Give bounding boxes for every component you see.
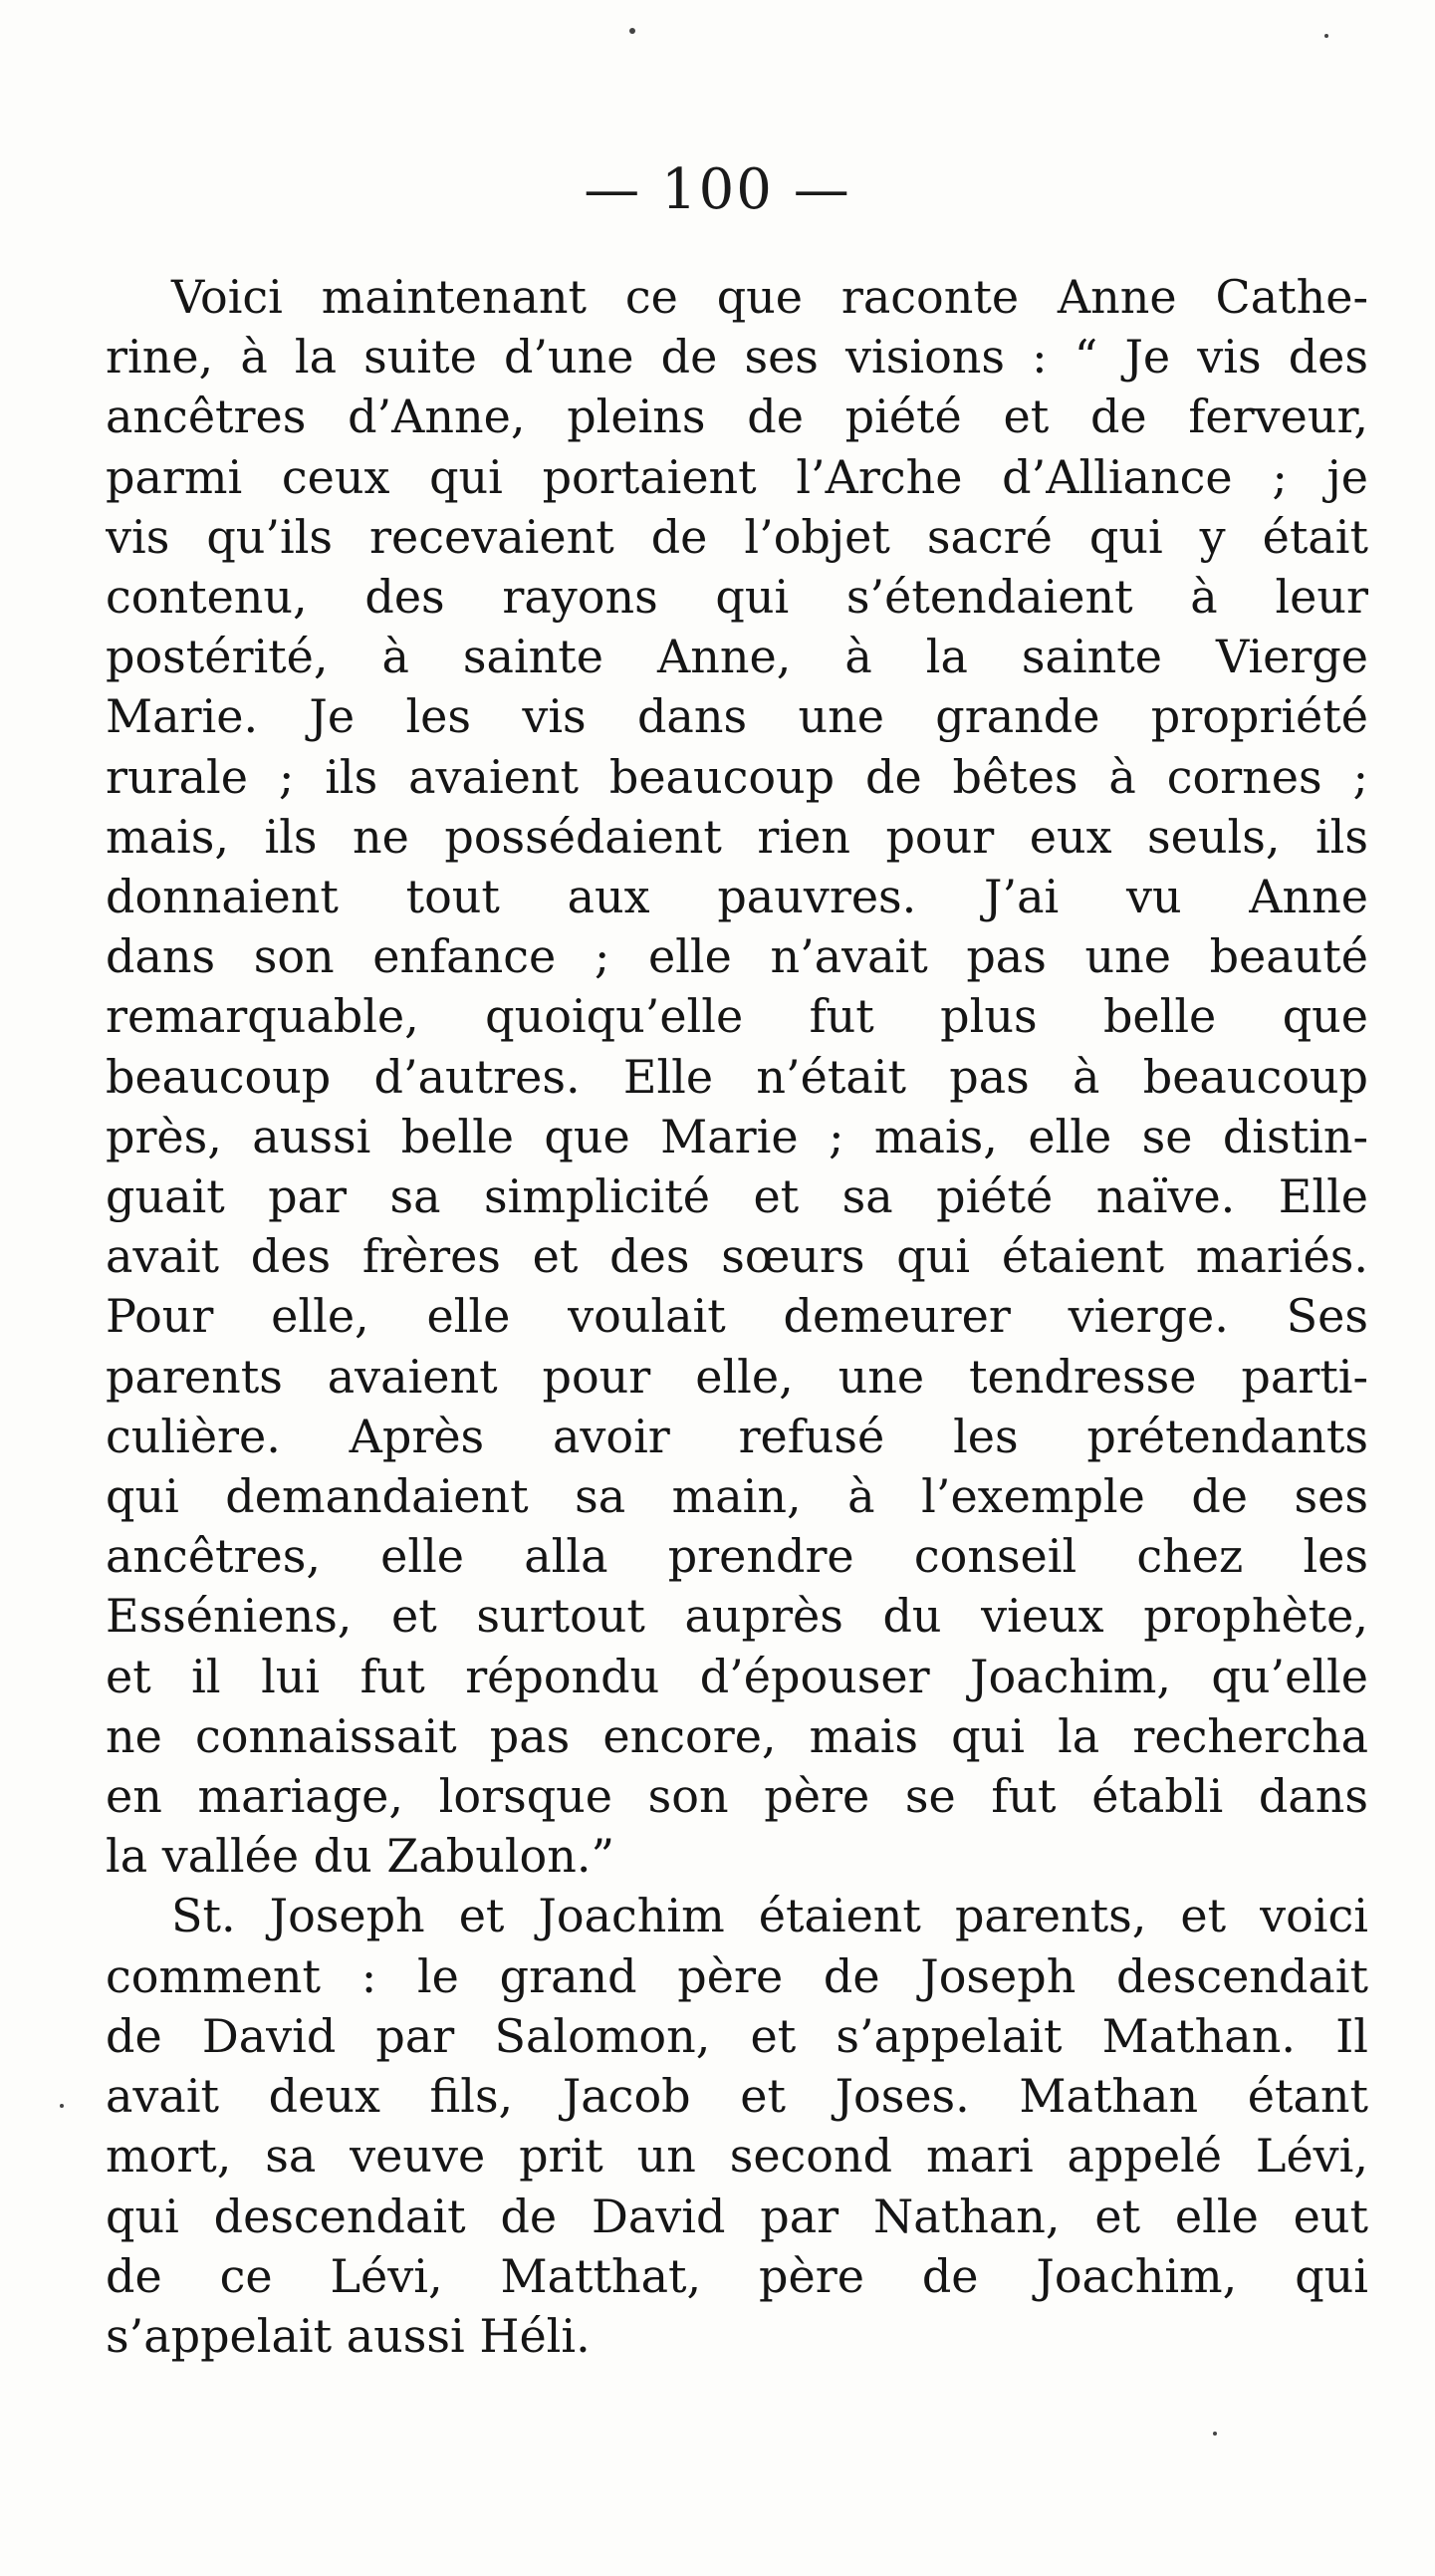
text-line: parents avaient pour elle, une tendresse parti-: [106, 1349, 1368, 1404]
text-line: qui demandaient sa main, à l’exemple de ses: [106, 1469, 1368, 1524]
page-number: — 100 —: [584, 157, 851, 222]
text-line: St. Joseph et Joachim étaient parents, et voici: [171, 1889, 1368, 1943]
text-line: avait deux fils, Jacob et Joses. Mathan étant: [106, 2069, 1368, 2124]
text-line: Marie. Je les vis dans une grande propriété: [106, 689, 1368, 744]
text-line: et il lui fut répondu d’épouser Joachim, qu’elle: [106, 1649, 1368, 1703]
text-line: près, aussi belle que Marie ; mais, elle se distin-: [106, 1109, 1368, 1163]
text-line: culière. Après avoir refusé les prétendants: [106, 1409, 1368, 1463]
ink-speck: [60, 2104, 64, 2108]
text-line: Voici maintenant ce que raconte Anne Cathe-: [171, 270, 1368, 324]
ink-speck: [1213, 2432, 1217, 2436]
text-line: mort, sa veuve prit un second mari appelé Lévi,: [106, 2129, 1368, 2184]
text-line: ancêtres d’Anne, pleins de piété et de ferveur,: [106, 389, 1368, 444]
text-line: ancêtres, elle alla prendre conseil chez les: [106, 1529, 1368, 1584]
text-line: ne connaissait pas encore, mais qui la rechercha: [106, 1708, 1368, 1763]
text-line: beaucoup d’autres. Elle n’était pas à beaucoup: [106, 1049, 1368, 1104]
text-line: contenu, des rayons qui s’étendaient à leur: [106, 570, 1368, 625]
text-line: s’appelait aussi Héli.: [106, 2308, 591, 2363]
ink-speck: [1324, 34, 1328, 38]
text-line: Pour elle, elle voulait demeurer vierge. Ses: [106, 1289, 1368, 1344]
text-line: la vallée du Zabulon.”: [106, 1829, 614, 1884]
text-line: dans son enfance ; elle n’avait pas une beauté: [106, 929, 1368, 984]
text-line: guait par sa simplicité et sa piété naïve. Elle: [106, 1169, 1368, 1224]
text-line: rurale ; ils avaient beaucoup de bêtes à cornes ;: [106, 749, 1368, 804]
body-text: [106, 267, 1368, 2366]
text-line: donnaient tout aux pauvres. J’ai vu Anne: [106, 870, 1368, 924]
text-line: Esséniens, et surtout auprès du vieux prophète,: [106, 1589, 1368, 1644]
text-line: en mariage, lorsque son père se fut établi dans: [106, 1769, 1368, 1824]
text-line: remarquable, quoiqu’elle fut plus belle que: [106, 989, 1368, 1044]
text-line: avait des frères et des sœurs qui étaient mariés.: [106, 1229, 1368, 1284]
text-line: mais, ils ne possédaient rien pour eux seuls, ils: [106, 809, 1368, 864]
text-line: postérité, à sainte Anne, à la sainte Vierge: [106, 630, 1368, 684]
text-line: de David par Salomon, et s’appelait Mathan. Il: [106, 2008, 1368, 2063]
text-line: parmi ceux qui portaient l’Arche d’Alliance ; je: [106, 449, 1368, 504]
text-line: comment : le grand père de Joseph descendait: [106, 1948, 1368, 2003]
ink-speck: [629, 28, 635, 34]
text-line: vis qu’ils recevaient de l’objet sacré qui y était: [106, 509, 1368, 564]
text-line: rine, à la suite d’une de ses visions : “ Je vis des: [106, 330, 1368, 385]
text-line: qui descendait de David par Nathan, et elle eut: [106, 2189, 1368, 2243]
text-line: de ce Lévi, Matthat, père de Joachim, qui: [106, 2248, 1368, 2303]
